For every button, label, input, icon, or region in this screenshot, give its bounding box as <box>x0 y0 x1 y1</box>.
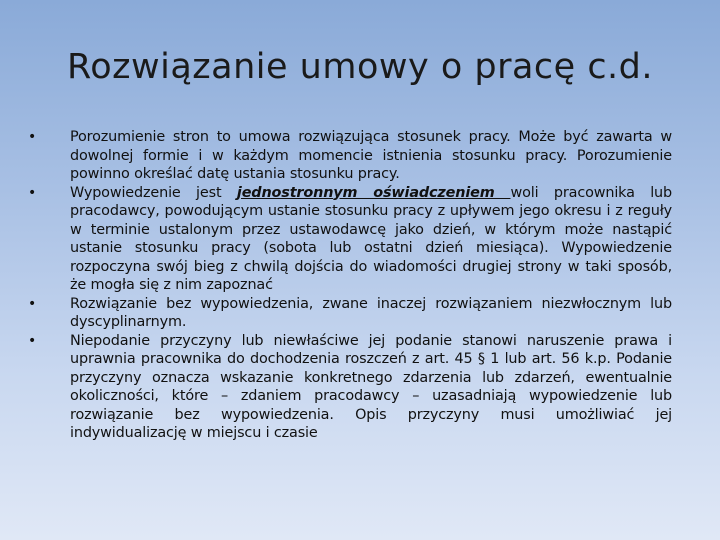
slide-title: Rozwiązanie umowy o pracę c.d. <box>66 47 654 87</box>
bullet-text-before: Wypowiedzenie jest <box>70 184 237 201</box>
bullet-list <box>28 128 672 443</box>
bullet-item-niepodanie <box>28 332 672 443</box>
bullet-text: Niepodanie przyczyny lub niewłaściwe jej podanie stanowi naruszenie prawa i uprawnia pracownika do dochodzenia roszczeń z art. 45 § 1 lub art. 56 k.p. Podanie przyczyny oznacza wskazanie konkretnego zdarzenia lub zdarzeń, ewentualnie okoliczności, które – zdaniem pracodawcy – uzasadniają wypowiedzenie lub rozwiązanie bez wypowiedzenia. Opis przyczyny musi umożliwiać jej indywidualizację w miejscu i czasie <box>70 332 672 441</box>
bullet-text <box>70 185 672 294</box>
bullet-icon: • <box>28 332 37 349</box>
emphasized-phrase: jednostronnym oświadczeniem <box>236 184 511 201</box>
bullet-item-rozwiazanie <box>28 295 672 332</box>
bullet-icon: • <box>28 184 37 201</box>
bullet-text: Rozwiązanie bez wypowiedzenia, zwane inaczej rozwiązaniem niezwłocznym lub dyscyplinarnym. <box>70 295 672 330</box>
bullet-text: Porozumienie stron to umowa rozwiązująca stosunek pracy. Może być zawarta w dowolnej formie i w każdym momencie istnienia stosunku pracy. Porozumienie powinno określać datę ustania stosunku pracy. <box>70 129 672 182</box>
bullet-icon: • <box>28 295 37 312</box>
bullet-text-after: woli pracownika lub pracodawcy, powodującym ustanie stosunku pracy z upływem jego okresu i z reguły w terminie ustalonym przez ustawodawcę jako dzień, w którym może nastąpić ustanie stosunku pracy (sobota lub ostatni dzień miesiąca). Wypowiedzenie rozpoczyna swój bieg z chwilą dojścia do wiadomości drugiej strony w taki sposób, że mogła się z nim zapoznać <box>70 184 673 293</box>
bullet-icon: • <box>28 129 37 145</box>
bullet-item-wypowiedzenie <box>28 184 672 295</box>
bullet-item-porozumienie <box>28 128 672 184</box>
